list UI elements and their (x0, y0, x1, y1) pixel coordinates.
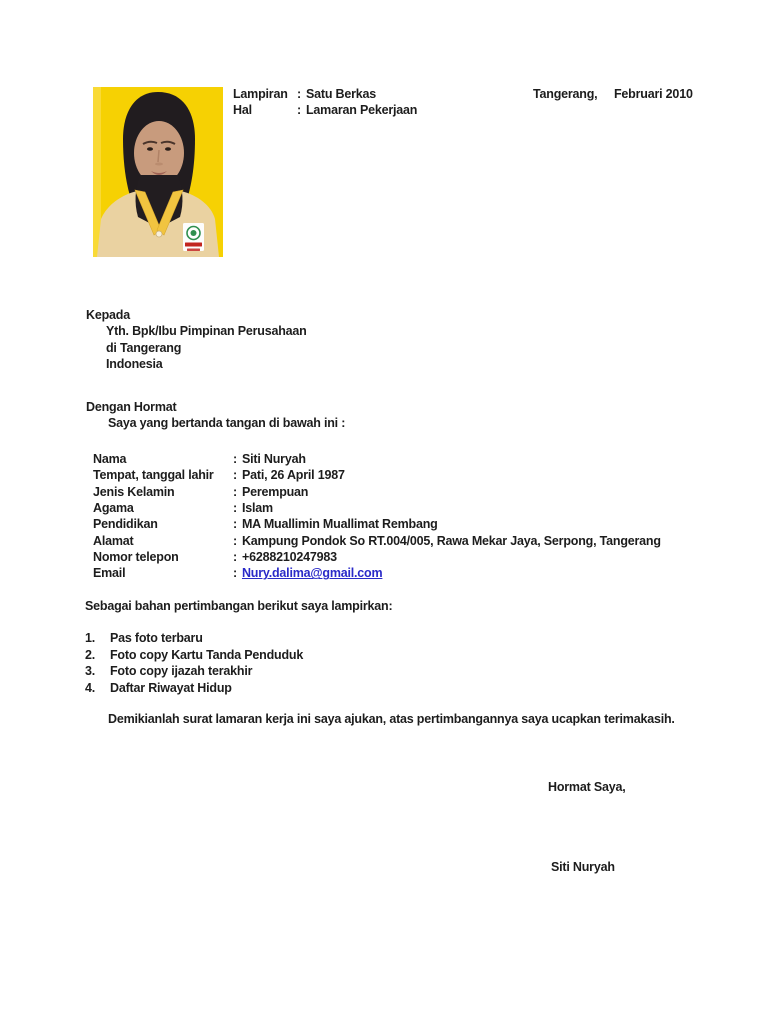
table-row (93, 500, 733, 516)
nose-shape (158, 150, 159, 162)
colon-separator: : (233, 452, 237, 466)
salutation: Dengan Hormat (86, 400, 177, 414)
recipient-heading: Kepada (86, 308, 130, 322)
bio-label: Nomor telepon (93, 550, 179, 565)
closing-signoff: Hormat Saya, (548, 780, 626, 794)
bio-value: Kampung Pondok So RT.004/005, Rawa Mekar Jaya, Serpong, Tangerang (241, 533, 661, 548)
colon-separator: : (233, 501, 237, 516)
bio-value-cell (233, 516, 438, 532)
bio-value-cell (233, 484, 308, 500)
table-row (93, 484, 733, 500)
right-eye (165, 147, 171, 151)
list-item (85, 663, 303, 680)
bio-value-cell (233, 565, 382, 581)
signature-name: Siti Nuryah (551, 860, 615, 874)
list-item-number: 1. (85, 631, 96, 645)
attachments-intro: Sebagai bahan pertimbangan berikut saya lampirkan: (85, 599, 393, 613)
bio-label: Tempat, tanggal lahir (93, 468, 214, 483)
bio-label: Nama (93, 452, 127, 466)
recipient-block (86, 307, 307, 373)
bio-value: Perempuan (241, 484, 309, 499)
recipient-line: Indonesia (106, 357, 163, 372)
list-item-number: 4. (85, 680, 96, 695)
list-item (85, 647, 303, 664)
recipient-line: di Tangerang (106, 340, 182, 355)
list-item-text: Foto copy ijazah terakhir (110, 664, 253, 678)
bio-value: Islam (241, 501, 273, 516)
letter-meta-block (233, 86, 417, 119)
bio-value-cell (233, 549, 337, 565)
colon-separator: : (297, 87, 301, 101)
bio-value-cell (233, 500, 273, 516)
biodata-table (93, 451, 733, 582)
list-item-text: Daftar Riwayat Hidup (110, 680, 232, 695)
bio-value-cell (233, 533, 661, 549)
bio-label: Alamat (93, 533, 134, 548)
colon-separator: : (233, 550, 237, 565)
colon-separator: : (233, 533, 237, 548)
bio-label: Agama (93, 501, 134, 516)
meta-value: Lamaran Pekerjaan (305, 103, 418, 118)
bio-label: Jenis Kelamin (93, 484, 175, 499)
table-row (93, 533, 733, 549)
meta-label: Hal (233, 103, 252, 118)
bio-value: +6288210247983 (241, 550, 337, 565)
bio-label: Pendidikan (93, 517, 158, 532)
letter-city: Tangerang, (533, 87, 598, 101)
colon-separator: : (233, 566, 237, 581)
recipient-line: Yth. Bpk/Ibu Pimpinan Perusahaan (106, 324, 307, 339)
meta-row-hal (233, 102, 417, 118)
bio-value-cell (233, 451, 306, 467)
left-eye (147, 147, 153, 151)
table-row (93, 451, 733, 467)
nose-shadow (155, 163, 163, 166)
letter-date: Februari 2010 (614, 87, 693, 101)
list-item-text: Foto copy Kartu Tanda Penduduk (110, 647, 304, 662)
bio-label: Email (93, 566, 126, 581)
list-item (85, 680, 303, 697)
table-row (93, 565, 733, 581)
meta-label: Lampiran (233, 87, 288, 101)
list-item-text: Pas foto terbaru (110, 631, 203, 645)
meta-row-lampiran (233, 86, 417, 102)
shirt-button (156, 231, 162, 237)
table-row (93, 467, 733, 483)
bio-value: MA Muallimin Muallimat Rembang (241, 517, 438, 532)
table-row (93, 549, 733, 565)
table-row (93, 516, 733, 532)
colon-separator: : (233, 468, 237, 483)
opening-block (86, 399, 345, 432)
attachments-list (85, 630, 303, 696)
uniform-badge (183, 223, 204, 251)
bio-value: Pati, 26 April 1987 (241, 468, 345, 483)
closing-statement: Demikianlah surat lamaran kerja ini saya ajukan, atas pertimbangannya saya ucapkan terimakasih. (108, 712, 675, 726)
applicant-photo (93, 87, 223, 257)
list-item (85, 630, 303, 647)
list-item-number: 2. (85, 647, 96, 662)
bio-value-cell (233, 467, 345, 483)
opening-intro: Saya yang bertanda tangan di bawah ini : (108, 416, 346, 431)
applicant-photo-graphic (93, 87, 223, 257)
colon-separator: : (233, 517, 237, 532)
colon-separator: : (233, 484, 237, 499)
bio-value: Siti Nuryah (241, 452, 306, 466)
list-item-number: 3. (85, 664, 96, 678)
email-link[interactable]: Nury.dalima@gmail.com (241, 566, 383, 581)
meta-value: Satu Berkas (305, 87, 377, 101)
colon-separator: : (297, 103, 301, 118)
